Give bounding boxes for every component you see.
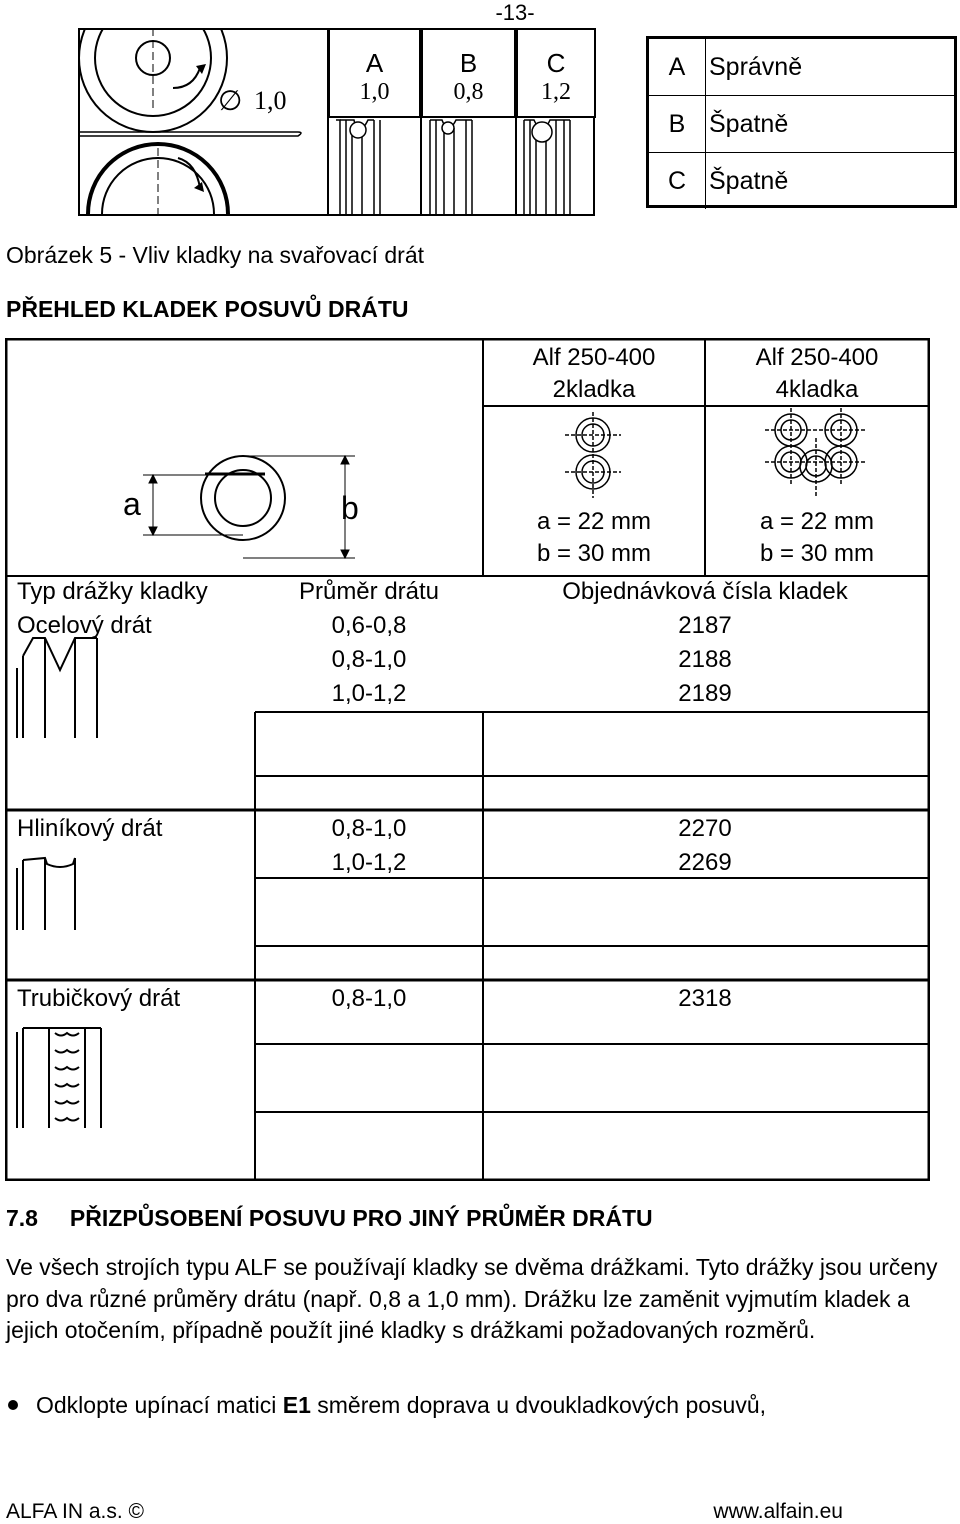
steel-groove-icon xyxy=(17,638,97,738)
tubular-wire-label: Trubičkový drát xyxy=(17,985,181,1012)
two-roller-subtitle: 2kladka xyxy=(552,376,636,403)
table-row: 0,6-0,8 xyxy=(331,612,407,639)
col-c-value: 1,2 xyxy=(541,79,571,105)
lower-roller-icon xyxy=(88,144,228,214)
col-b-value: 0,8 xyxy=(453,79,484,105)
table-row: 0,8-1,0 xyxy=(331,985,407,1012)
bullet-bold-text: E1 xyxy=(282,1392,311,1418)
roller-figure xyxy=(78,28,596,216)
four-roller-icon xyxy=(765,408,867,498)
steel-wire-label: Ocelový drát xyxy=(17,612,152,639)
bullet-text: Odklopte upínací matici xyxy=(36,1392,283,1418)
col-a-value: 1,0 xyxy=(359,79,390,105)
two-roller-title: Alf 250-400 xyxy=(532,344,656,371)
footer-website[interactable]: www.alfain.eu xyxy=(713,1500,843,1523)
table-row: 0,8-1,0 xyxy=(331,646,407,673)
four-roller-dim-b: b = 30 mm xyxy=(759,540,875,567)
table-row: 2270 xyxy=(678,815,732,842)
header-order-numbers: Objednávková čísla kladek xyxy=(562,578,848,605)
page-number: -13- xyxy=(495,0,535,25)
table-grid xyxy=(5,338,930,1181)
table-row: 2189 xyxy=(678,680,732,707)
legend-table xyxy=(646,36,957,208)
header-groove-type: Typ drážky kladky xyxy=(17,578,208,605)
diameter-symbol: ∅ xyxy=(218,86,243,117)
table-row: 0,8-1,0 xyxy=(331,815,407,842)
col-b-box xyxy=(421,28,516,118)
legend-row xyxy=(649,153,954,209)
table-row: 2269 xyxy=(678,849,732,876)
figure-caption: Obrázek 5 - Vliv kladky na svařovací drát xyxy=(6,242,424,268)
table-row: 1,0-1,2 xyxy=(331,849,407,876)
legend-value: Správně xyxy=(709,52,803,81)
two-roller-icon xyxy=(565,412,621,498)
legend-row xyxy=(649,39,954,96)
table-row: 2318 xyxy=(678,985,732,1012)
tubular-groove-icon xyxy=(17,1028,101,1128)
dimension-a-label: a xyxy=(123,486,141,522)
two-roller-dim-b: b = 30 mm xyxy=(536,540,652,567)
groove-a-icon xyxy=(336,120,380,214)
col-c-box xyxy=(516,28,596,118)
dimension-b-label: b xyxy=(341,490,359,526)
roller-cross-section-icon xyxy=(143,456,355,558)
roller-overview-table xyxy=(5,338,930,1181)
col-a-letter: A xyxy=(365,48,384,78)
col-c-letter: C xyxy=(546,48,566,78)
bullet-item xyxy=(6,1392,766,1419)
aluminium-groove-icon xyxy=(17,858,75,930)
upper-roller-icon xyxy=(79,28,227,132)
col-a-box xyxy=(328,28,421,118)
four-roller-title: Alf 250-400 xyxy=(755,344,879,371)
bullet-icon xyxy=(8,1400,18,1410)
legend-value: Špatně xyxy=(709,109,789,138)
body-paragraph: Ve všech strojích typu ALF se používají kladky se dvěma drážkami. Tyto drážky jsou určeny pro dva různé průměry drátu (např. 0,8 a 1,0 mm). Drážku lze zaměnit vyjmutím kladek a jejich otočením, případně použít jiné kladky s drážkami požadovaných rozměrů. xyxy=(6,1254,938,1343)
col-b-letter: B xyxy=(459,48,478,78)
two-roller-dim-a: a = 22 mm xyxy=(536,508,652,535)
legend-row xyxy=(649,96,954,153)
groove-c-icon xyxy=(524,120,570,214)
legend-key: C xyxy=(649,153,706,209)
groove-b-icon xyxy=(430,120,472,214)
aluminium-wire-label: Hliníkový drát xyxy=(17,815,163,842)
subsection-title: 7.8 PŘIZPŮSOBENÍ POSUVU PRO JINÝ PRŮMĚR DRÁTU xyxy=(6,1205,653,1231)
bullet-text-end: směrem doprava u dvoukladkových posuvů, xyxy=(310,1392,767,1418)
table-row: 1,0-1,2 xyxy=(331,680,407,707)
legend-key: B xyxy=(649,96,706,152)
legend-value: Špatně xyxy=(709,166,789,195)
table-row: 2188 xyxy=(678,646,732,673)
header-wire-diameter: Průměr drátu xyxy=(298,578,440,605)
four-roller-subtitle: 4kladka xyxy=(775,376,859,403)
footer-company: ALFA IN a.s. © xyxy=(6,1500,145,1523)
legend-key: A xyxy=(649,39,706,95)
four-roller-dim-a: a = 22 mm xyxy=(759,508,875,535)
section-title: PŘEHLED KLADEK POSUVŮ DRÁTU xyxy=(6,296,409,322)
table-row: 2187 xyxy=(678,612,732,639)
diameter-value: 1,0 xyxy=(254,86,287,115)
